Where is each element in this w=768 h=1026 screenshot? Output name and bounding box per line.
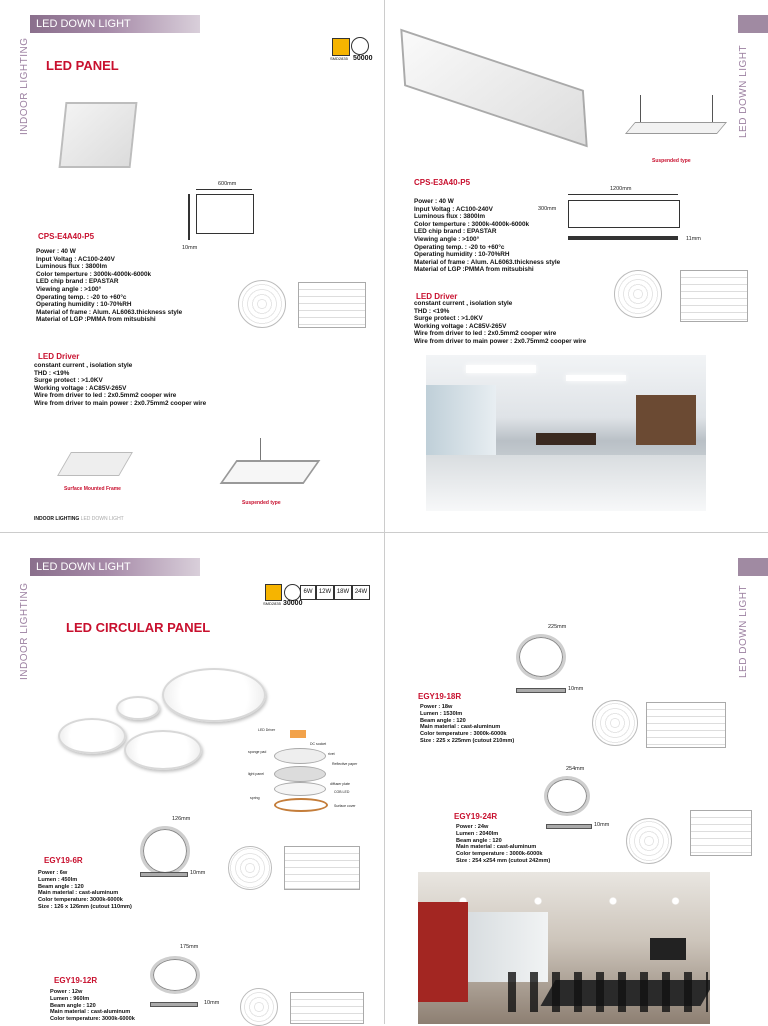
m24-model: EGY19-24R	[454, 812, 498, 821]
spec-list-right	[414, 198, 560, 274]
spec-item: LED chip brand : EPASTAR	[414, 228, 497, 236]
spec-item: Color temperature : 3000k-6000k	[456, 851, 543, 858]
watt-badge-6w: 6W	[300, 585, 316, 600]
illuminance-table	[298, 282, 366, 328]
m12-dim: 175mm	[180, 944, 199, 950]
driver-list-right	[414, 300, 586, 346]
driver-list	[34, 362, 206, 408]
spec-item: Operating humidity : 10-70%RH	[36, 301, 132, 309]
badge-small-text: SMD2835	[330, 56, 348, 61]
exploded-label: DC socket	[310, 742, 327, 746]
wall-cabinet	[636, 395, 696, 445]
watt-badge-18w: 18W	[334, 585, 352, 600]
spec-item: Material of frame : Alum. AL6063.thickness style	[36, 308, 183, 316]
m6-side-drawing	[140, 872, 188, 877]
badge-small-text: SMD2835	[263, 601, 281, 606]
page-divider-horizontal	[0, 532, 768, 533]
ceiling-light	[566, 375, 626, 381]
side-label-bottom-right: LED DOWN LIGHT	[738, 584, 749, 678]
led-panel-long-image	[400, 29, 587, 148]
layer-disc	[274, 766, 326, 782]
spec-item: Lumen : 450lm	[38, 876, 78, 883]
spec-item: Beam angle : 120	[420, 717, 466, 724]
lifetime-clock-icon	[351, 37, 369, 55]
m18-model: EGY19-18R	[418, 692, 462, 701]
m6-spec-list	[38, 870, 132, 911]
driver-item: Surge protect : >1.0KV	[34, 377, 103, 385]
m18-thick: 10mm	[568, 686, 584, 692]
layer-disc	[274, 748, 326, 764]
exploded-label: sponge pad	[248, 750, 267, 754]
dim-width: 600mm	[218, 181, 237, 187]
exploded-label: LED Driver	[258, 728, 276, 732]
page-divider-vertical	[384, 0, 385, 1024]
m12-light-diagram	[240, 988, 278, 1026]
tv-screen	[650, 938, 686, 960]
smd-chip-icon	[265, 584, 282, 601]
spec-item: Input Voltag : AC100-240V	[414, 205, 493, 213]
m18-dim: 225mm	[548, 624, 567, 630]
driver-item: Surge protect : >1.0KV	[414, 315, 483, 323]
spec-item: Main material : cast-aluminum	[456, 844, 537, 851]
dim-height-right: 300mm	[538, 206, 557, 212]
spec-item: Power : 40 W	[414, 198, 454, 205]
m24-light-diagram	[626, 818, 672, 864]
spec-item: Power : 6w	[38, 870, 68, 876]
driver-title-right: LED Driver	[416, 292, 458, 301]
circular-panel-mid-image	[124, 730, 202, 770]
spec-item: Color temperture : 3000k-4000k-6000k	[414, 220, 530, 228]
m6-thick: 10mm	[190, 870, 206, 876]
m24-side-drawing	[546, 824, 592, 829]
page-title-circular-panel: LED CIRCULAR PANEL	[66, 620, 211, 635]
m6-dim: 126mm	[172, 816, 191, 822]
spec-item: Material of frame : Alum. AL6063.thickness style	[414, 258, 561, 266]
spec-list	[36, 248, 182, 324]
smd-chip-icon	[332, 38, 350, 56]
spec-item: Viewing angle : >100°	[36, 285, 102, 293]
side-label-bottom-left: INDOOR LIGHTING	[19, 582, 30, 680]
driver-item: Working voltage : AC85V-265V	[34, 384, 127, 392]
spec-item: Luminous flux : 3800lm	[414, 213, 486, 221]
header-bar-top-right	[738, 15, 768, 33]
suspended-long-panel	[625, 122, 727, 134]
office-photo	[426, 355, 706, 511]
caption-suspended: Suspended type	[242, 500, 281, 506]
header-label: LED DOWN LIGHT	[36, 18, 131, 30]
led-panel-image	[59, 102, 138, 168]
lifetime-clock-icon	[284, 584, 301, 601]
m6-model: EGY19-6R	[44, 856, 83, 865]
suspended-long-wire	[640, 95, 641, 125]
panel-drawing	[196, 194, 254, 234]
layer-disc	[274, 798, 328, 812]
exploded-label: spring	[250, 796, 260, 800]
side-label-top-left: INDOOR LIGHTING	[19, 37, 30, 135]
window-area	[426, 385, 496, 455]
exploded-label: Surface cover	[334, 804, 356, 808]
spec-item: Operating temp. : -20 to +60°c	[414, 243, 505, 251]
m12-illuminance-table	[290, 992, 364, 1024]
surface-frame-image	[57, 452, 133, 476]
driver-box	[290, 730, 306, 738]
driver-item: constant current , isolation style	[414, 300, 513, 307]
m18-side-drawing	[516, 688, 566, 693]
spec-item: Size : 225 x 225mm (cutout 210mm)	[420, 737, 515, 744]
m12-model: EGY19-12R	[54, 976, 98, 985]
spec-item: Power : 12w	[50, 989, 83, 995]
spec-item: Color temperture : 3000k-4000k-6000k	[36, 270, 152, 278]
driver-item: Working voltage : AC85V-265V	[414, 322, 507, 330]
m24-thick: 10mm	[594, 822, 610, 828]
exploded-label: light panel	[248, 772, 264, 776]
spec-item: Color temperature: 3000k-6000k	[38, 897, 123, 904]
layer-disc	[274, 782, 326, 796]
driver-item: THD : <19%	[34, 369, 70, 377]
exploded-label: rivet	[328, 752, 335, 756]
spec-item: Input Voltag : AC100-240V	[36, 255, 115, 263]
chairs-row	[508, 972, 708, 1012]
m12-ring-drawing	[150, 956, 200, 994]
m18-ring-drawing	[516, 634, 566, 680]
badge-lifetime: 50000	[353, 55, 373, 62]
m24-ring-drawing	[544, 776, 590, 816]
model-number: CPS-E4A40-P5	[38, 232, 95, 241]
spec-item: Main material : cast-aluminum	[420, 724, 501, 731]
circular-panel-medium-image	[58, 718, 126, 754]
suspended-panel-image	[220, 460, 321, 484]
footer-bold: INDOOR LIGHTING	[34, 516, 80, 522]
driver-item: Wire from driver to led : 2x0.5mm2 cooper wire	[414, 330, 557, 338]
driver-title: LED Driver	[38, 352, 80, 361]
spec-item: LED chip brand : EPASTAR	[36, 278, 119, 286]
illuminance-table-right	[680, 270, 748, 322]
conference-room-photo	[418, 872, 710, 1024]
circular-panel-small-image	[116, 696, 160, 720]
badge-lifetime: 30000	[283, 600, 303, 607]
light-distribution-diagram	[238, 280, 286, 328]
suspended-wire	[260, 438, 261, 462]
m24-dim: 254mm	[566, 766, 585, 772]
driver-item: Wire from driver to led : 2x0.5mm2 cooper wire	[34, 392, 177, 400]
floor-reflection	[426, 455, 706, 511]
driver-item: THD : <19%	[414, 307, 450, 315]
dim-width-right: 1200mm	[610, 186, 632, 192]
spec-item: Beam angle : 120	[38, 883, 84, 890]
footer-light: LED DOWN LIGHT	[80, 516, 124, 522]
spec-item: Power : 18w	[420, 704, 453, 710]
spec-item: Material of LGP :PMMA from mitsubishi	[36, 316, 156, 324]
spec-item: Viewing angle : >100°	[414, 235, 480, 243]
footer	[34, 516, 124, 522]
ceiling-light	[466, 365, 536, 373]
header-bar-bottom-right	[738, 558, 768, 576]
spec-item: Beam angle : 120	[50, 1002, 96, 1009]
dim-line-right	[568, 194, 678, 195]
circular-panel-large-image	[162, 668, 266, 722]
m12-spec-list	[50, 989, 135, 1023]
spec-item: Lumen : 960lm	[50, 995, 90, 1002]
thickness-bar	[568, 236, 678, 240]
watt-badge-12w: 12W	[316, 585, 334, 600]
spec-item: Material of LGP :PMMA from mitsubishi	[414, 266, 534, 274]
spec-item: Lumen : 2040lm	[456, 830, 499, 837]
driver-item: Wire from driver to main power : 2x0.75mm2 cooper wire	[34, 399, 207, 407]
side-label-top-right: LED DOWN LIGHT	[738, 44, 749, 138]
m12-side-drawing	[150, 1002, 198, 1007]
spec-item: Operating temp. : -20 to +60°c	[36, 293, 127, 301]
m6-light-diagram	[228, 846, 272, 890]
spec-item: Color temperature : 3000k-6000k	[420, 731, 507, 738]
m24-spec-list	[456, 824, 550, 865]
desk	[536, 433, 596, 445]
dim-thickness: 10mm	[182, 245, 198, 251]
header-bar-bottom-left	[30, 558, 200, 576]
m6-ring-drawing	[140, 826, 190, 876]
watt-badge-24w: 24W	[352, 585, 370, 600]
m6-illuminance-table	[284, 846, 360, 890]
spec-item: Operating humidity : 10-70%RH	[414, 251, 510, 259]
m24-illuminance-table	[690, 810, 752, 856]
suspended-long-wire	[712, 95, 713, 125]
m18-illuminance-table	[646, 702, 726, 748]
driver-item: constant current , isolation style	[34, 362, 133, 369]
model-number-right: CPS-E3A40-P5	[414, 178, 471, 187]
header-label: LED DOWN LIGHT	[36, 561, 131, 573]
spec-item: Beam angle : 120	[456, 837, 502, 844]
spec-item: Luminous flux : 3800lm	[36, 263, 108, 271]
exploded-label: diffuser plate	[330, 782, 350, 786]
header-bar-top-left	[30, 15, 200, 33]
spec-item: Main material : cast-aluminum	[50, 1009, 131, 1016]
spec-item: Power : 24w	[456, 824, 489, 830]
spec-item: Size : 254 x254 mm (cutout 242mm)	[456, 857, 551, 864]
spec-item: Power : 40 W	[36, 248, 76, 255]
m18-spec-list	[420, 704, 514, 745]
dim-line	[196, 189, 252, 190]
caption-surface-frame: Surface Mounted Frame	[64, 486, 121, 492]
exploded-label: COB LED	[334, 790, 350, 794]
spec-item: Lumen : 1530lm	[420, 710, 463, 717]
dim-thickness-right: 11mm	[686, 236, 701, 242]
long-panel-drawing	[568, 200, 680, 228]
light-distribution-diagram-right	[614, 270, 662, 318]
spec-item: Color temperature: 3000k-6000k	[50, 1016, 135, 1023]
spec-item: Size : 126 x 126mm (cutout 110mm)	[38, 903, 132, 910]
page-title-led-panel: LED PANEL	[46, 58, 119, 73]
driver-item: Wire from driver to main power : 2x0.75mm2 cooper wire	[414, 337, 587, 345]
m12-thick: 10mm	[204, 1000, 220, 1006]
red-wall-panel	[418, 902, 468, 1002]
caption-suspended-right: Suspended type	[652, 158, 691, 164]
spec-item: Main material : cast-aluminum	[38, 890, 119, 897]
exploded-label: Reflective paper	[332, 762, 358, 766]
m18-light-diagram	[592, 700, 638, 746]
thick-line	[188, 194, 190, 240]
